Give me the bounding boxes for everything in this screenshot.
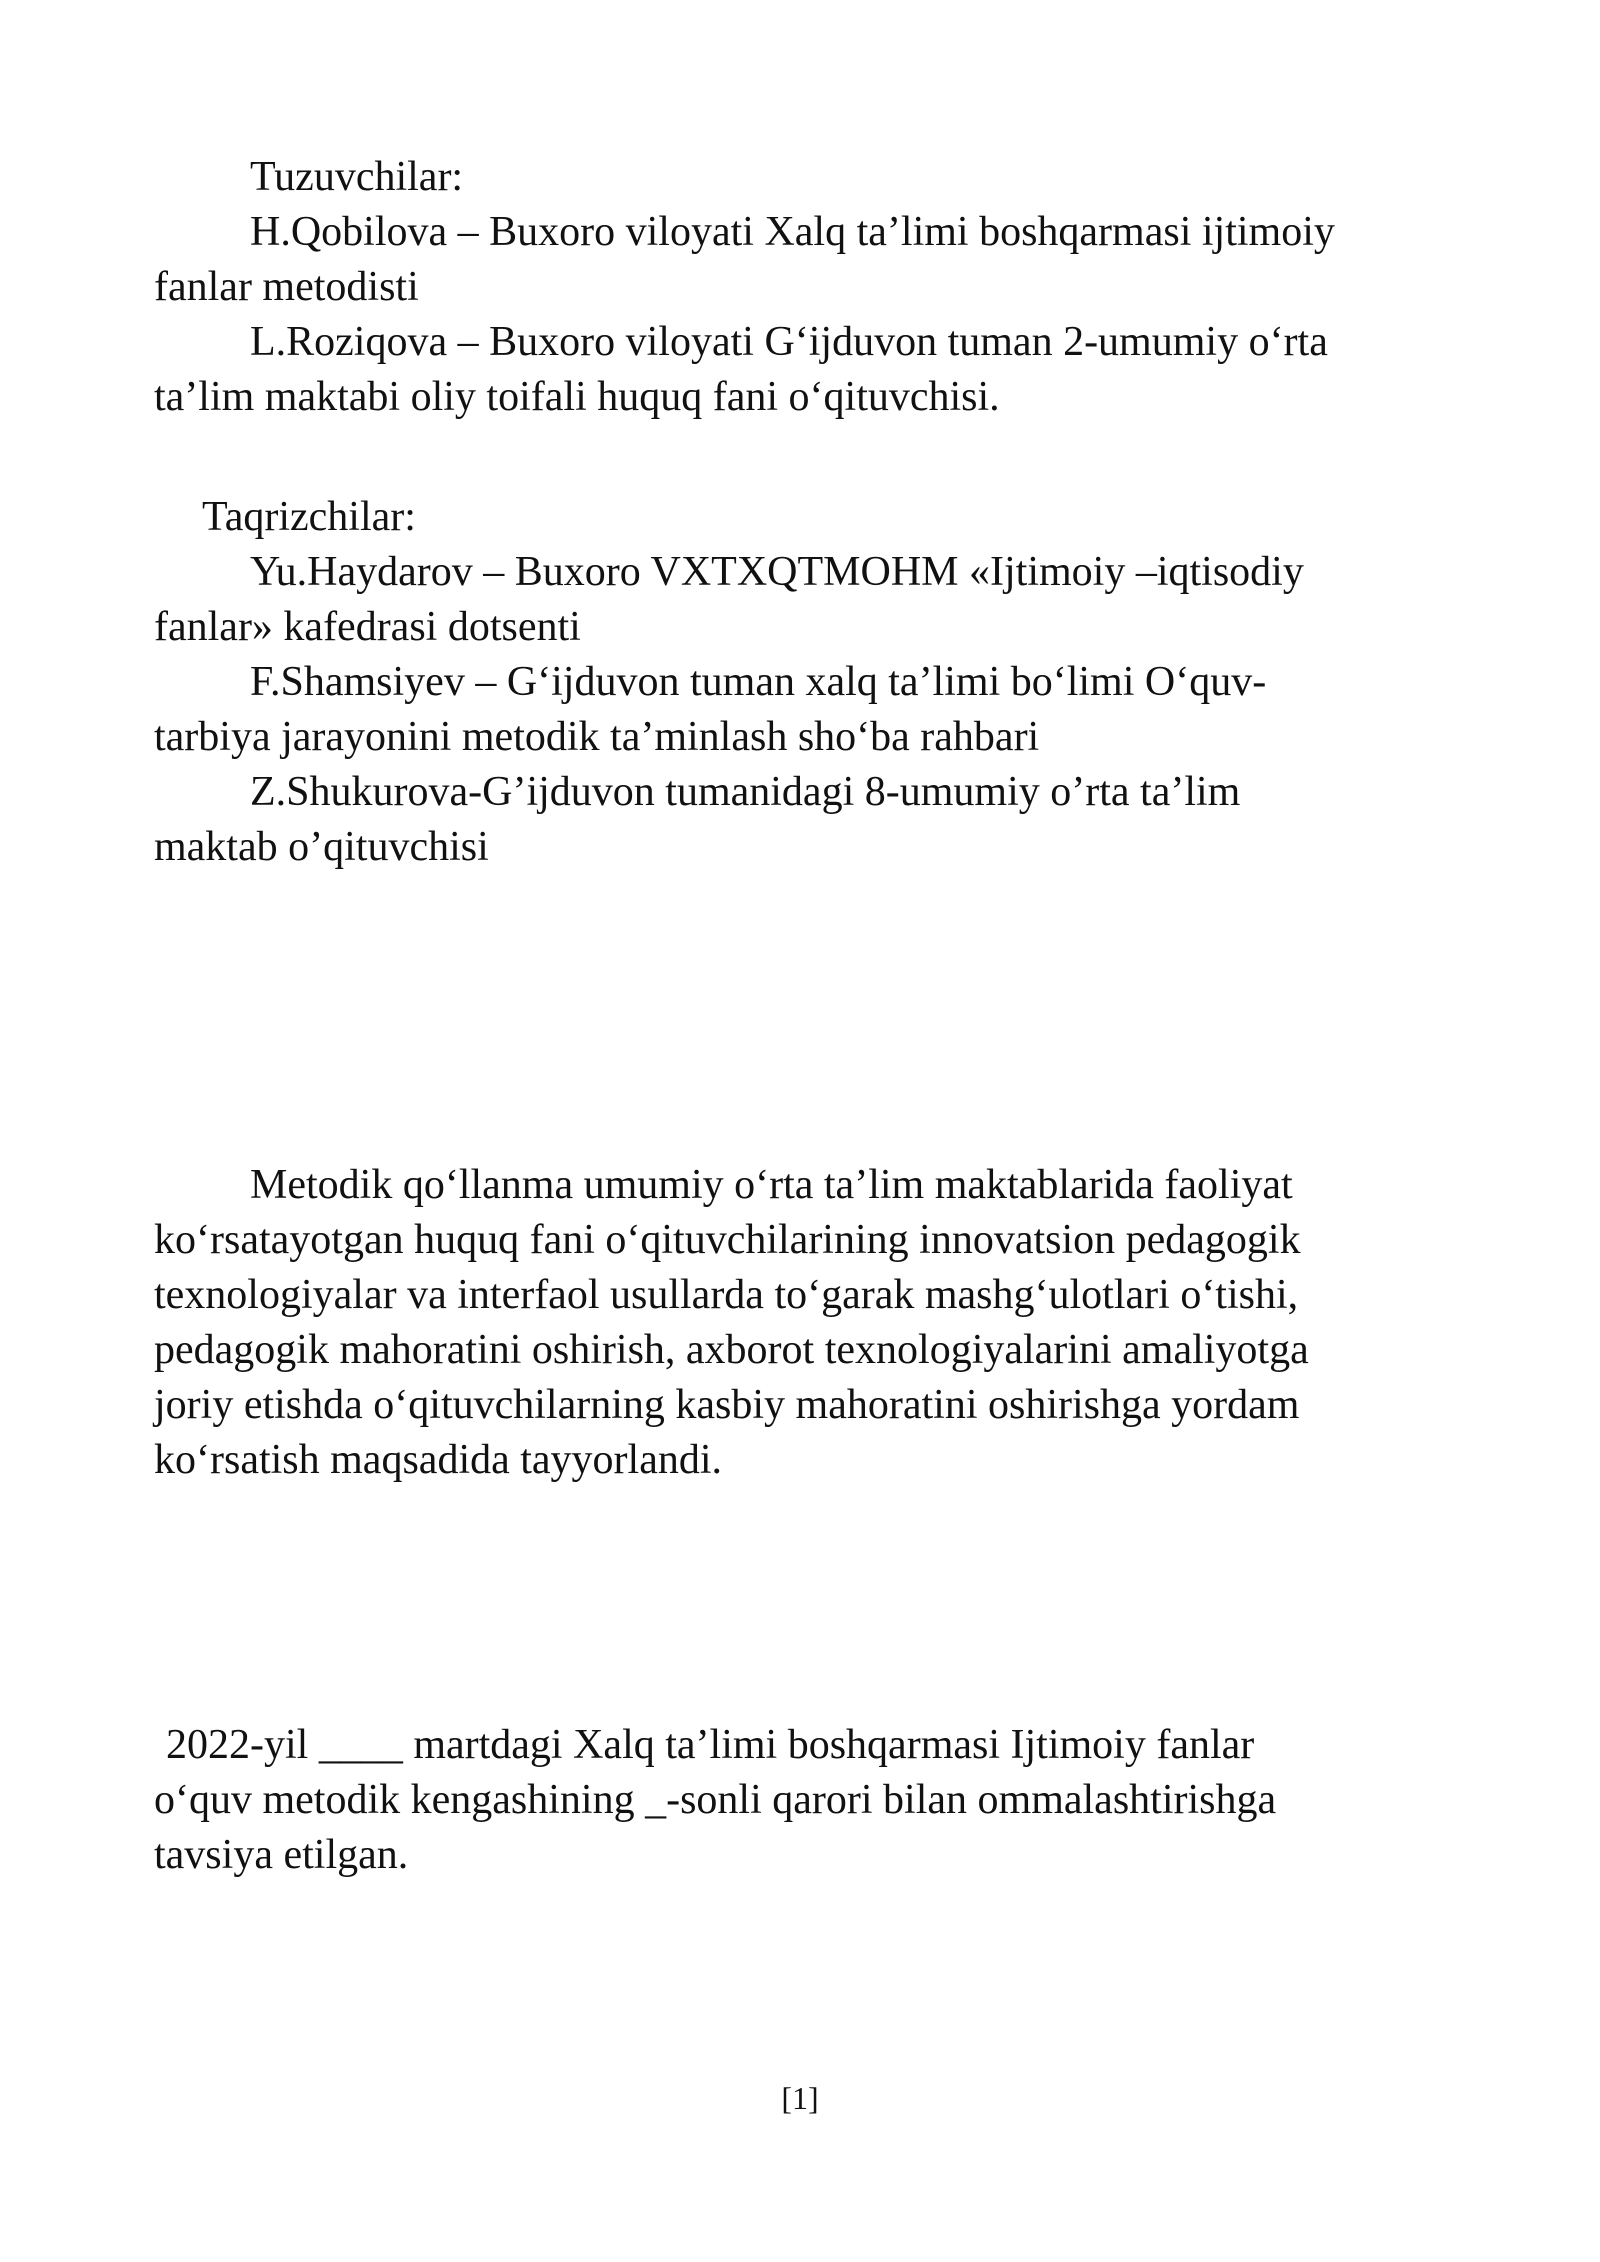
description-paragraph xyxy=(154,1158,1309,1488)
reviewer-line: Z.Shukurova-G’ijduvon tumanidagi 8-umumiy o’rta ta’lim xyxy=(250,769,1241,815)
description-line: Metodik qo‘llanma umumiy o‘rta ta’lim maktablarida faoliyat xyxy=(250,1162,1293,1208)
page-number: [1] xyxy=(781,2080,819,2116)
reviewer-line: Yu.Haydarov – Buxoro VXTXQTMOHM «Ijtimoiy –iqtisodiy xyxy=(250,549,1304,595)
author-line: ta’lim maktabi oliy toifali huquq fani o‘qituvchisi. xyxy=(154,374,1000,420)
approval-line: tavsiya etilgan. xyxy=(154,1832,409,1878)
author-line: fanlar metodisti xyxy=(154,264,419,310)
description-line: texnologiyalar va interfaol usullarda to‘garak mashg‘ulotlari o‘tishi, xyxy=(154,1272,1299,1318)
authors-heading: Tuzuvchilar: xyxy=(250,154,464,200)
description-line: ko‘rsatish maqsadida tayyorlandi. xyxy=(154,1437,723,1483)
description-line: joriy etishda o‘qituvchilarning kasbiy mahoratini oshirishga yordam xyxy=(154,1382,1300,1428)
approval-paragraph xyxy=(154,1718,1276,1883)
authors-section xyxy=(154,150,1335,425)
description-line: ko‘rsatayotgan huquq fani o‘qituvchilarining innovatsion pedagogik xyxy=(154,1217,1301,1263)
approval-line: o‘quv metodik kengashining _-sonli qarori bilan ommalashtirishga xyxy=(154,1777,1277,1823)
reviewer-line: fanlar» kafedrasi dotsenti xyxy=(154,604,581,650)
reviewer-line: tarbiya jarayonini metodik ta’minlash sho‘ba rahbari xyxy=(154,714,1040,760)
approval-line: 2022-yil ____ martdagi Xalq ta’limi boshqarmasi Ijtimoiy fanlar xyxy=(166,1722,1255,1768)
description-line: pedagogik mahoratini oshirish, axborot texnologiyalarini amaliyotga xyxy=(154,1327,1309,1373)
author-line: H.Qobilova – Buxoro viloyati Xalq ta’limi boshqarmasi ijtimoiy xyxy=(250,209,1335,255)
reviewers-heading: Taqrizchilar: xyxy=(202,494,416,540)
reviewers-section xyxy=(154,490,1304,875)
reviewer-line: maktab o’qituvchisi xyxy=(154,824,489,870)
reviewer-line: F.Shamsiyev – G‘ijduvon tuman xalq ta’limi bo‘limi O‘quv- xyxy=(250,659,1267,705)
author-line: L.Roziqova – Buxoro viloyati G‘ijduvon tuman 2-umumiy o‘rta xyxy=(250,319,1328,365)
